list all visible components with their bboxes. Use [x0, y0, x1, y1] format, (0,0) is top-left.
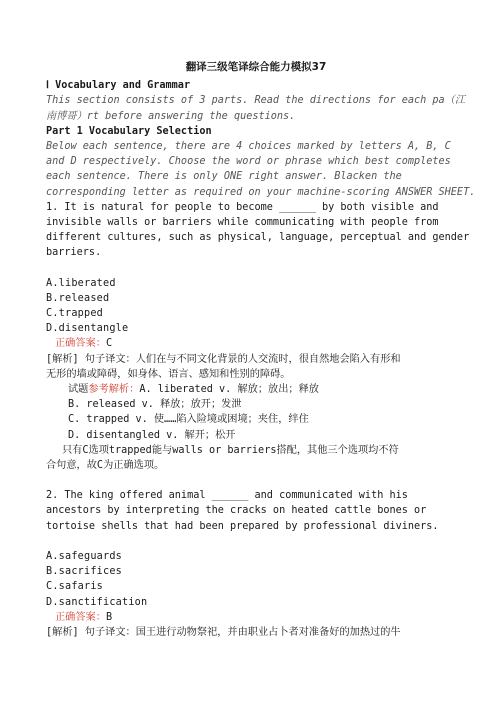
reference-option-d: D. disentangled v. 解开；松开 — [68, 429, 236, 441]
option-c: C.safaris — [46, 581, 104, 593]
page-title: 翻译三级笔译综合能力模拟37 — [185, 61, 327, 73]
reference-option-a: A. liberated v. 解放；放出；释放 — [139, 384, 319, 396]
question-1 — [46, 200, 470, 473]
analysis-line: 无形的墙或障碍，如身体、语言、感知和性别的障碍。 — [46, 368, 291, 380]
question-stem-line: 1. It is natural for people to become ______ by both visible and — [46, 201, 439, 213]
question-2 — [46, 488, 466, 640]
part-heading: Part 1 Vocabulary Selection — [46, 125, 212, 137]
question-stem-line: ancestors by interpreting the cracks on heated cattle bones or — [46, 505, 427, 517]
answer-label: 正确答案： — [55, 338, 106, 350]
option-d: D.sanctification — [46, 596, 148, 608]
option-d: D.disentangle — [46, 323, 129, 335]
question-stem-line: invisible walls or barriers while communicating with people from — [46, 217, 439, 229]
option-a: A.liberated — [46, 277, 116, 289]
spacer — [46, 261, 466, 276]
reference-prefix: 试题 — [68, 384, 89, 396]
answer-label: 正确答案： — [55, 611, 106, 623]
answer-value: B — [105, 611, 113, 623]
reference-conclusion-line: 合句意，故C为正确选项。 — [46, 460, 165, 472]
answer-value: C — [105, 338, 113, 350]
option-c: C.trapped — [46, 308, 104, 320]
spacer — [46, 473, 466, 488]
analysis-line: [解析] 句子译文：人们在与不同文化背景的人交流时，很自然地会陷入有形和 — [46, 353, 401, 365]
question-stem-line: barriers. — [46, 247, 102, 259]
option-b: B.released — [46, 292, 110, 304]
option-a: A.safeguards — [46, 550, 123, 562]
option-b: B.sacrifices — [46, 566, 123, 578]
question-stem-line: different cultures, such as physical, language, perceptual and gender — [46, 232, 470, 244]
part-directions-line: Below each sentence, there are 4 choices marked by letters A, B, C — [46, 141, 451, 153]
section-intro-line: 南博哥）rt before answering the questions. — [46, 110, 296, 122]
reference-conclusion-line: 只有C选项trapped能与walls or barriers搭配，其他三个选项均不符 — [62, 444, 399, 456]
reference-option-c: C. trapped v. 使……陷入险境或困境；夹住，绊住 — [68, 414, 309, 426]
part-directions-line: corresponding letter as required on your machine-scoring ANSWER SHEET. — [46, 186, 476, 198]
section-intro-line: This section consists of 3 parts. Read the directions for each pa（江 — [46, 95, 466, 107]
section-heading: Ⅰ Vocabulary and Grammar — [46, 80, 191, 92]
question-stem-line: 2. The king offered animal ______ and communicated with his — [46, 490, 408, 502]
part-directions-line: and D respectively. Choose the word or phrase which best completes — [46, 156, 451, 168]
spacer — [46, 534, 466, 549]
reference-option-b: B. released v. 释放；放开；发泄 — [68, 399, 242, 411]
question-stem-line: tortoise shells that had been prepared by professional diviners. — [46, 520, 439, 532]
part-directions-line: each sentence. There is only ONE right answer. Blacken the — [46, 171, 402, 183]
answer-line — [46, 336, 466, 351]
document-page — [46, 60, 476, 640]
answer-line — [46, 610, 466, 625]
analysis-line: [解析] 句子译文：国王进行动物祭祀，并由职业占卜者对准备好的加热过的牛 — [46, 626, 401, 638]
reference-label: 参考解析： — [88, 384, 140, 396]
reference-analysis-line — [46, 382, 466, 397]
